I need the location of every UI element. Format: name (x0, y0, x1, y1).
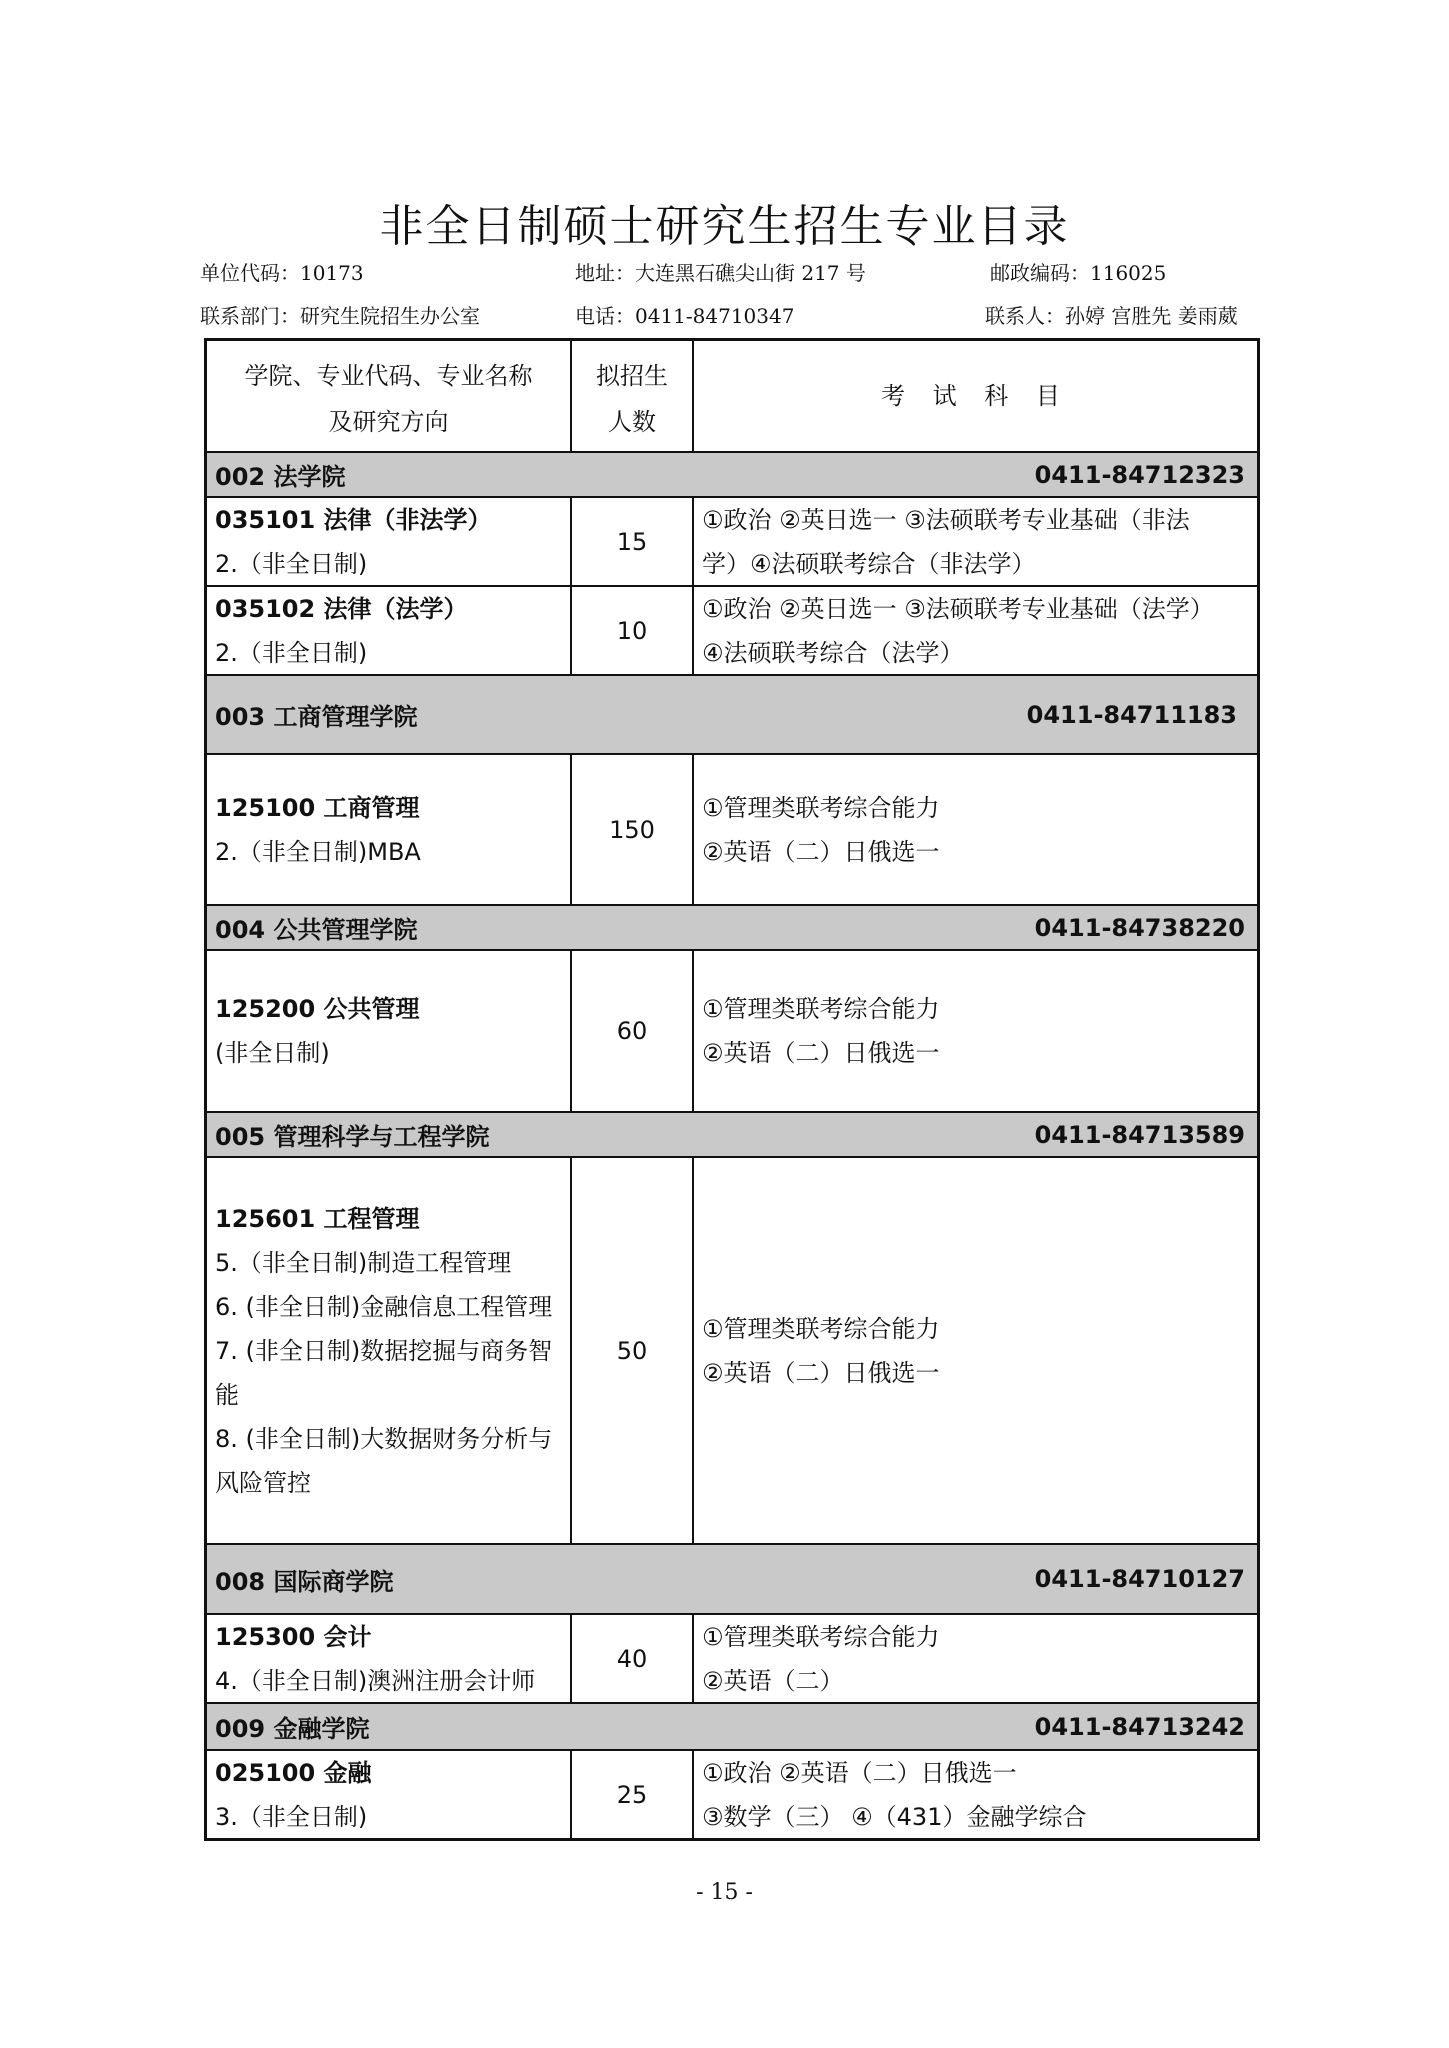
program-direction: 2.（非全日制) (215, 549, 368, 578)
program-row (207, 1751, 1257, 1838)
program-quota: 25 (572, 1751, 694, 1838)
program-name: 025100 金融 (215, 1758, 372, 1787)
program-row (207, 587, 1257, 676)
program-cell (207, 1158, 572, 1543)
postcode: 邮政编码：116025 (990, 261, 1167, 285)
program-direction: 8. (非全日制)大数据财务分析与 (215, 1424, 553, 1453)
exam-subjects (694, 587, 1257, 674)
exam-line: ②英语（二）日俄选一 (702, 1039, 940, 1067)
department-name: 004 公共管理学院 (215, 916, 418, 944)
page-number: - 15 - (696, 1880, 753, 1905)
header-col-exams: 考 试 科 目 (881, 382, 1070, 410)
program-direction: 6. (非全日制)金融信息工程管理 (215, 1292, 553, 1321)
program-direction: 4.（非全日制)澳洲注册会计师 (215, 1666, 536, 1695)
program-name: 125601 工程管理 (215, 1204, 420, 1233)
header-col-program-line1: 学院、专业代码、专业名称 (244, 362, 533, 390)
header-col-program-line2: 及研究方向 (328, 408, 449, 436)
header-col-quota (572, 341, 694, 451)
program-quota: 10 (572, 587, 694, 674)
department-phone: 0411-84710127 (1034, 1565, 1245, 1593)
program-direction: 2.（非全日制) (215, 638, 368, 667)
program-direction: 2.（非全日制)MBA (215, 837, 421, 866)
program-quota: 50 (572, 1158, 694, 1543)
header-col-quota-line1: 拟招生 (596, 362, 668, 390)
department-phone: 0411-84713242 (1034, 1712, 1245, 1741)
department-phone: 0411-84713589 (1034, 1120, 1245, 1149)
program-direction: 7. (非全日制)数据挖掘与商务智 (215, 1336, 553, 1365)
exam-subjects (694, 1751, 1257, 1838)
department-name: 002 法学院 (215, 463, 346, 491)
exam-subjects (694, 1158, 1257, 1543)
program-direction: 能 (215, 1380, 239, 1409)
exam-line: ②英语（二） (702, 1666, 844, 1695)
program-cell (207, 587, 572, 674)
program-cell (207, 498, 572, 585)
program-quota: 60 (572, 951, 694, 1111)
header-col-quota-line2: 人数 (608, 408, 656, 436)
contact-department: 联系部门：研究生院招生办公室 (200, 304, 480, 328)
department-name: 008 国际商学院 (215, 1567, 394, 1596)
program-cell (207, 1751, 572, 1838)
exam-line: ①政治 ②英日选一 ③法硕联考专业基础（法学） (702, 594, 1214, 623)
department-row (207, 906, 1257, 951)
exam-line: ④法硕联考综合（法学） (702, 638, 964, 667)
program-name: 125300 会计 (215, 1622, 372, 1651)
program-name: 125100 工商管理 (215, 793, 420, 822)
program-table (204, 338, 1260, 1841)
program-name: 125200 公共管理 (215, 995, 420, 1023)
program-direction: 5.（非全日制)制造工程管理 (215, 1248, 512, 1277)
program-row (207, 951, 1257, 1113)
exam-line: ②英语（二）日俄选一 (702, 837, 940, 866)
exam-subjects (694, 951, 1257, 1111)
exam-line: ①管理类联考综合能力 (702, 1314, 940, 1343)
department-phone: 0411-84712323 (1034, 460, 1245, 489)
header-col-program (207, 341, 572, 451)
program-row (207, 1615, 1257, 1704)
contact-persons: 联系人：孙婷 宫胜先 姜雨葳 (985, 304, 1238, 328)
department-name: 003 工商管理学院 (215, 703, 418, 731)
department-phone: 0411-84711183 (1026, 700, 1237, 729)
exam-subjects (694, 755, 1257, 904)
department-row (207, 453, 1257, 498)
program-direction: 3.（非全日制) (215, 1802, 368, 1831)
exam-line: ①政治 ②英语（二）日俄选一 (702, 1758, 1017, 1787)
exam-line: 学）④法硕联考综合（非法学） (702, 549, 1036, 578)
page-title: 非全日制硕士研究生招生专业目录 (379, 201, 1070, 252)
department-name: 005 管理科学与工程学院 (215, 1123, 490, 1151)
department-row (207, 676, 1257, 755)
program-cell (207, 755, 572, 904)
exam-line: ①管理类联考综合能力 (702, 1622, 940, 1651)
unit-code: 单位代码：10173 (200, 261, 364, 285)
exam-line: ①管理类联考综合能力 (702, 793, 940, 822)
department-row (207, 1704, 1257, 1751)
phone: 电话：0411-84710347 (575, 304, 795, 328)
exam-line: ③数学（三） ④（431）金融学综合 (702, 1802, 1087, 1831)
program-direction: (非全日制) (215, 1039, 330, 1067)
program-direction: 风险管控 (215, 1468, 311, 1497)
program-quota: 40 (572, 1615, 694, 1702)
exam-subjects (694, 498, 1257, 585)
program-cell (207, 951, 572, 1111)
program-row (207, 755, 1257, 906)
exam-line: ①政治 ②英日选一 ③法硕联考专业基础（非法 (702, 505, 1190, 534)
program-row (207, 498, 1257, 587)
program-cell (207, 1615, 572, 1702)
table-header (207, 341, 1257, 453)
program-name: 035102 法律（法学） (215, 594, 468, 623)
department-row (207, 1545, 1257, 1615)
program-row (207, 1158, 1257, 1545)
exam-line: ①管理类联考综合能力 (702, 995, 940, 1023)
address: 地址：大连黑石礁尖山街 217 号 (575, 261, 866, 285)
department-phone: 0411-84738220 (1034, 913, 1245, 942)
exam-line: ②英语（二）日俄选一 (702, 1358, 940, 1387)
exam-subjects (694, 1615, 1257, 1702)
program-quota: 15 (572, 498, 694, 585)
program-name: 035101 法律（非法学） (215, 505, 492, 534)
department-name: 009 金融学院 (215, 1715, 370, 1743)
department-row (207, 1113, 1257, 1158)
program-quota: 150 (572, 755, 694, 904)
